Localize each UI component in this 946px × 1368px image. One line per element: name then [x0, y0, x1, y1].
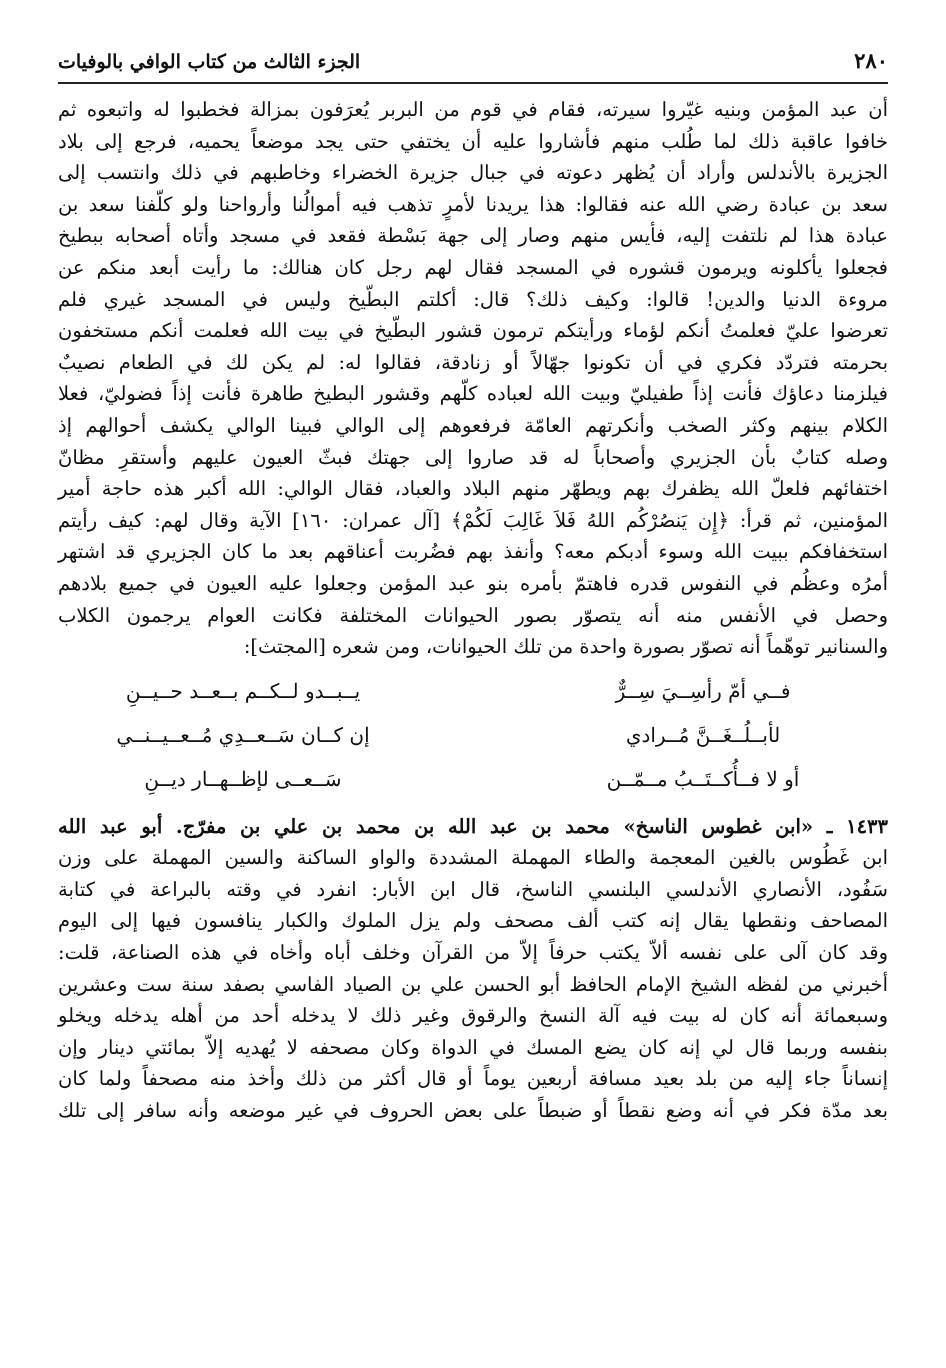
text-line: المصاحف ونقطها يقال إنه كتب ألف مصحف ولم يزل الملوك والكبار ينافسون فيها إلى اليوم [58, 909, 888, 933]
text-line: استخفافكم ببيت الله وسوء أدبكم معه؟ وأنفذ بهم فضُربت أعناقهم بعد ما كان الجزيري قد اشتهر [58, 540, 888, 564]
poem-verse [58, 669, 888, 713]
text-line: وصله كتابٌ بأن الجزيري وأصحاباً له قد صاروا إلى جهتك فبثّ العيون عليهم وأستقرِ مظانّ [58, 445, 888, 469]
running-header [58, 48, 888, 82]
text-line: خافوا عاقبة ذلك لما طُلب منهم فأشاروا عليه أن يختفي حتى يجد موضعاً يحميه، فرجع إلى بلاد [58, 129, 888, 153]
text-line: فيلزمنا دعاؤك فأنت إذاً طفيليّ وبيت الله لعباده كلّهم وقشور البطيخ طاهرة فأنت إذاً فضوليّ، فعلا [58, 382, 888, 406]
poem-second-hemistich: يــبــدو لــكــم بــعــد حــيــنِ [125, 678, 361, 703]
text-line: سعد بن عبادة رضي الله عنه فقالوا: هذا يريدنا لأمرٍ تذهب فيه أموالُنا وأرواحنا ولو كلّفنا سعد بن [58, 192, 888, 216]
poem-second-hemistich: سَــعــى لإظــهــار ديــنِ [144, 766, 342, 791]
document-page [58, 48, 888, 1348]
poem-verse [58, 757, 888, 801]
poem-second-hemistich: إن كــان سَــعــدِي مُــعــيــنــي [116, 722, 370, 747]
text-line: أخبرني من لفظه الشيخ الإمام الحافظ أبو الحسن علي بن الصياد الفاسي بصفد سنة ست وعشرين [58, 972, 888, 996]
poem-first-hemistich: أو لا فــأُكــتَــبُ مــمّــن [606, 766, 800, 791]
text-line: اختفائهم فلعلّ الله يظفرك بهم ويطهّر منهم البلاد والعباد، فقال الوالي: الله أكبر هذه حاجة أمير [58, 477, 888, 501]
text-line: بحرمته فتردّد فكري في أن تكونوا جهّالاً أو زنادقة، فقالوا له: لم يكن لك في الطعام نصيبٌ [58, 350, 888, 374]
poem-verse [58, 713, 888, 757]
text-line: وقد كان آلى على نفسه ألاّ يكتب حرفاً إلاّ من القرآن وخلف أباه وأخاه في هذه الصناعة، قلت: [58, 941, 888, 965]
text-line: مروءة الدنيا والدين! قالوا: وكيف ذلك؟ قال: أكلتم البطّيخ وليس في المسجد غيري فلم [58, 287, 888, 311]
text-line: الكلام بينهم وكثر الصخب وأنكرتهم العامّة فرفعوهم إلى الوالي فبينا الوالي يكشف أحوالهم إذ [58, 413, 888, 437]
text-line: أمرُه وعظُم في النفوس قدره فاهتمّ بأمره بنو عبد المؤمن وجعلوا عليه العيون في جميع بلادهم [58, 571, 888, 595]
text-line: تعرضوا عليّ فعلمتُ أنكم لؤماء ورأيتكم ترمون قشور البطّيخ في بيت الله فعلمت أنكم مستخفون [58, 319, 888, 343]
poem-first-hemistich: لأبــلُــغَــنَّ مُــرادي [625, 722, 781, 747]
poem [58, 669, 888, 801]
text-line: فجعلوا يأكلونه ويرمون قشوره في المسجد فقال لهم رجل كان هنالك: ما رأيت أبعد منكم عن [58, 255, 888, 279]
text-line: وسبعمائة أنه كان له بيت فيه آلة النسخ والرقوق وغير ذلك لا يدخله أحد من أهله يدخله ويخلو [58, 1004, 888, 1028]
text-line: إنساناً جاء إليه من بلد بعيد مسافة أربعين يوماً أو قال أكثر من ذلك وأخذ منه مصحفاً ولما كان [58, 1067, 888, 1091]
poem-first-hemistich: فــي أمّ رأسِــيَ سِــرٌّ [615, 678, 791, 703]
text-line: وحصل في الأنفس منه أنه يتصوّر بصور الحيوانات المختلفة فكانت العوام يرجمون الكلاب [58, 603, 888, 627]
text-line: سَفُود، الأنصاري الأندلسي البلنسي الناسخ، قال ابن الأبار: انفرد في وقته بالبراعة في كتابة [58, 877, 888, 901]
main-paragraph [58, 94, 888, 663]
biography-entry [58, 811, 888, 1127]
text-line: والسنانير توهّماً أنه تصوّر بصورة واحدة من تلك الحيوانات، ومن شعره [المجتث]: [243, 635, 888, 659]
text-line: ابن غَطُوس بالغين المعجمة والطاء المهملة المشددة والواو الساكنة والسين المهملة على وزن [58, 846, 888, 870]
text-line: بعد مدّة فكر في أنه وضع نقطاً أو ضبطاً على بعض الحروف في غير موضعه وأنه سافر إلى تلك [58, 1099, 888, 1123]
text-line: أن عبد المؤمن وبنيه غيّروا سيرته، فقام في قوم من البربر يُعرَفون بمزالة فخطبوا له واتبعوه ثم [58, 98, 888, 121]
book-title: الجزء الثالث من كتاب الوافي بالوفيات [58, 51, 361, 73]
entry-heading: ١٤٣٣ ـ «ابن غطوس الناسخ» محمد بن عبد الله بن محمد بن علي بن مفرّج. أبو عبد الله [58, 814, 888, 838]
page-number: ٢٨٠ [854, 48, 888, 73]
text-line: الجزيرة بالأندلس وأراد أن يُظهر دعوته في جبال جزيرة الخضراء وخاطبهم في ذلك وانتسب إلى [58, 161, 888, 185]
text-line: بنفسه وربما قال لي إنه كان يضع المسك في الدواة وكان مصحفه لا يُهديه إلاّ بمائتي دينار وإن [58, 1035, 888, 1059]
header-rule [58, 82, 888, 84]
text-line: المؤمنين، ثم قرأ: ﴿إِن يَنصُرْكُم اللهُ فَلاَ غَالِبَ لَكُمْ﴾ [آل عمران: ١٦٠] الآية وقال لهم: كيف رأيتم [58, 508, 889, 532]
text-line: عبادة هذا لم نلتفت إليه، فأيس منهم وصار إلى جهة بَسْطة فقعد في مسجد وأتاه أصحابه ببطيخ [58, 224, 888, 248]
